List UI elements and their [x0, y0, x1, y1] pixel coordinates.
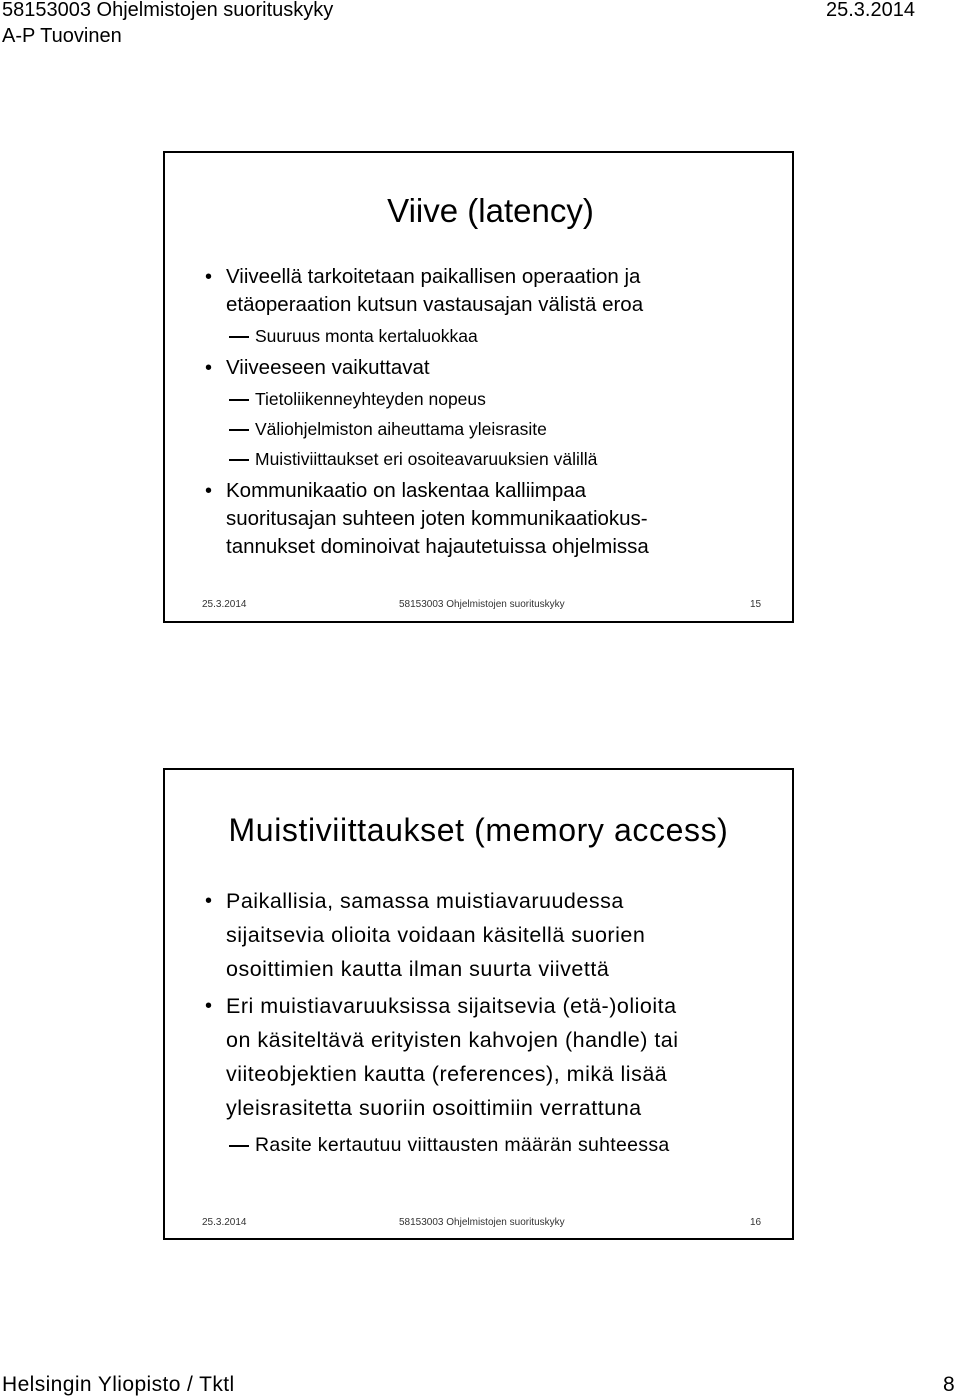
- slide-15: [163, 151, 794, 623]
- slide-title: Muistiviittaukset (memory access): [228, 812, 729, 848]
- sub-bullet-item: [165, 384, 792, 414]
- sub-bullet-text: Tietoliikenneyhteyden nopeus: [255, 389, 486, 409]
- bullet-item: [165, 477, 792, 561]
- slide-body: [165, 263, 792, 561]
- bullet-line: etäoperaation kutsun vastausajan välistä eroa: [226, 293, 644, 316]
- bullet-dot-icon: •: [205, 480, 213, 502]
- sub-bullet-text: Suuruus monta kertaluokkaa: [255, 326, 478, 346]
- bullet-item: [165, 989, 792, 1125]
- slide-title: Viive (latency): [387, 192, 594, 229]
- sub-bullet-item: [165, 1128, 792, 1162]
- bullet-item: [165, 263, 792, 319]
- slide-footer-date: 25.3.2014: [202, 599, 247, 610]
- bullet-line: Kommunikaatio on laskentaa kalliimpaa: [226, 479, 587, 502]
- footer-institution: Helsingin Yliopisto / Tktl: [2, 1373, 235, 1396]
- slide-body: [165, 884, 792, 1162]
- slide-footer-course: 58153003 Ohjelmistojen suorituskyky: [399, 1217, 565, 1228]
- page-footer: [0, 1370, 960, 1399]
- sub-bullet-text: Väliohjelmiston aiheuttama yleisrasite: [255, 419, 547, 439]
- bullet-line: Viiveeseen vaikuttavat: [226, 356, 430, 379]
- bullet-dot-icon: •: [205, 266, 213, 288]
- slide-number: 15: [750, 599, 762, 610]
- bullet-dot-icon: •: [205, 357, 213, 379]
- bullet-item: [165, 884, 792, 986]
- dash-icon: [229, 336, 249, 338]
- sub-bullet-item: [165, 414, 792, 444]
- sub-bullet-item: [165, 321, 792, 351]
- header-date: 25.3.2014: [826, 0, 915, 21]
- slide-footer-course: 58153003 Ohjelmistojen suorituskyky: [399, 599, 565, 610]
- dash-icon: [229, 399, 249, 401]
- dash-icon: [229, 459, 249, 461]
- page-header: [0, 0, 960, 56]
- sub-bullet-item: [165, 444, 792, 474]
- dash-icon: [229, 1145, 249, 1147]
- bullet-line: Eri muistiavaruuksissa sijaitsevia (etä-)olioita: [226, 994, 677, 1018]
- bullet-line: tannukset dominoivat hajautetuissa ohjelmissa: [226, 535, 649, 558]
- bullet-line: yleisrasitetta suoriin osoittimiin verrattuna: [226, 1096, 642, 1120]
- bullet-line: Viiveellä tarkoitetaan paikallisen operaation ja: [226, 265, 641, 288]
- bullet-line: Paikallisia, samassa muistiavaruudessa: [226, 889, 624, 913]
- slide-number: 16: [750, 1217, 762, 1228]
- sub-bullet-text: Muistiviittaukset eri osoiteavaruuksien välillä: [255, 449, 598, 469]
- bullet-dot-icon: •: [205, 995, 213, 1017]
- bullet-line: osoittimien kautta ilman suurta viivettä: [226, 957, 610, 981]
- header-author: A-P Tuovinen: [2, 25, 122, 47]
- bullet-item: [165, 354, 792, 382]
- bullet-line: on käsiteltävä erityisten kahvojen (handle) tai: [226, 1028, 679, 1052]
- bullet-line: viiteobjektien kautta (references), mikä lisää: [226, 1062, 668, 1086]
- header-course-title: 58153003 Ohjelmistojen suorituskyky: [2, 0, 334, 21]
- bullet-line: suoritusajan suhteen joten kommunikaatiokus-: [226, 507, 648, 530]
- sub-bullet-text: Rasite kertautuu viittausten määrän suhteessa: [255, 1134, 670, 1156]
- bullet-line: sijaitsevia olioita voidaan käsitellä suorien: [226, 923, 646, 947]
- page-number: 8: [943, 1373, 955, 1396]
- slide-16: [163, 768, 794, 1240]
- slide-footer-date: 25.3.2014: [202, 1217, 247, 1228]
- dash-icon: [229, 429, 249, 431]
- bullet-dot-icon: •: [205, 890, 213, 912]
